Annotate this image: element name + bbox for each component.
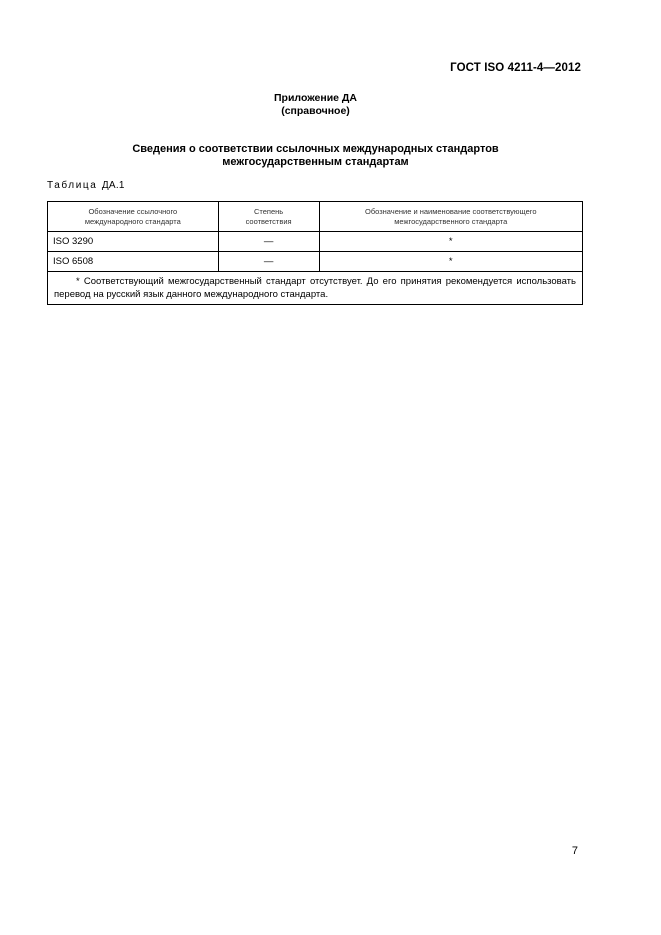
header-iso-line-1: Обозначение ссылочного: [88, 206, 178, 216]
table-header-row: [48, 202, 583, 232]
header-iso-line-2: международного стандарта: [84, 216, 181, 226]
header-degree-line-1: Степень: [253, 206, 284, 216]
cell-degree: —: [218, 232, 319, 252]
cell-degree: —: [218, 252, 319, 272]
table-row: [48, 252, 583, 272]
table-caption-number: ДА.1: [101, 180, 125, 191]
page-number: 7: [571, 845, 578, 857]
table-row: [48, 232, 583, 252]
section-title: [0, 143, 631, 169]
table-footnote: [48, 272, 583, 305]
header-iso-designation: [48, 202, 219, 232]
cell-iso: ISO 3290: [48, 232, 219, 252]
table-footnote-row: [48, 272, 583, 305]
table-caption: [47, 180, 125, 191]
header-standard-line-1: Обозначение и наименование соответствующего: [364, 206, 537, 216]
section-title-line-1: Сведения о соответствии ссылочных международных стандартов: [132, 143, 499, 155]
appendix-title: Приложение ДА: [274, 92, 357, 104]
appendix-heading: [0, 92, 631, 118]
header-degree-line-2: соответствия: [245, 216, 292, 226]
table-caption-word: Таблица: [47, 180, 98, 191]
reference-standards-table: [47, 201, 583, 305]
header-standard-line-2: межгосударственного стандарта: [394, 216, 508, 226]
header-interstate-standard: [319, 202, 582, 232]
cell-standard: *: [319, 252, 582, 272]
footnote-text: * Соответствующий межгосударственный стандарт отсутствует. До его принятия рекомендуется использовать перевод на русский язык данного международного стандарта.: [54, 276, 576, 300]
section-title-line-2: межгосударственным стандартам: [222, 156, 409, 168]
cell-iso: ISO 6508: [48, 252, 219, 272]
cell-standard: *: [319, 232, 582, 252]
header-degree: [218, 202, 319, 232]
appendix-subtitle: (справочное): [281, 105, 350, 117]
document-code: ГОСТ ISO 4211-4—2012: [450, 62, 581, 74]
